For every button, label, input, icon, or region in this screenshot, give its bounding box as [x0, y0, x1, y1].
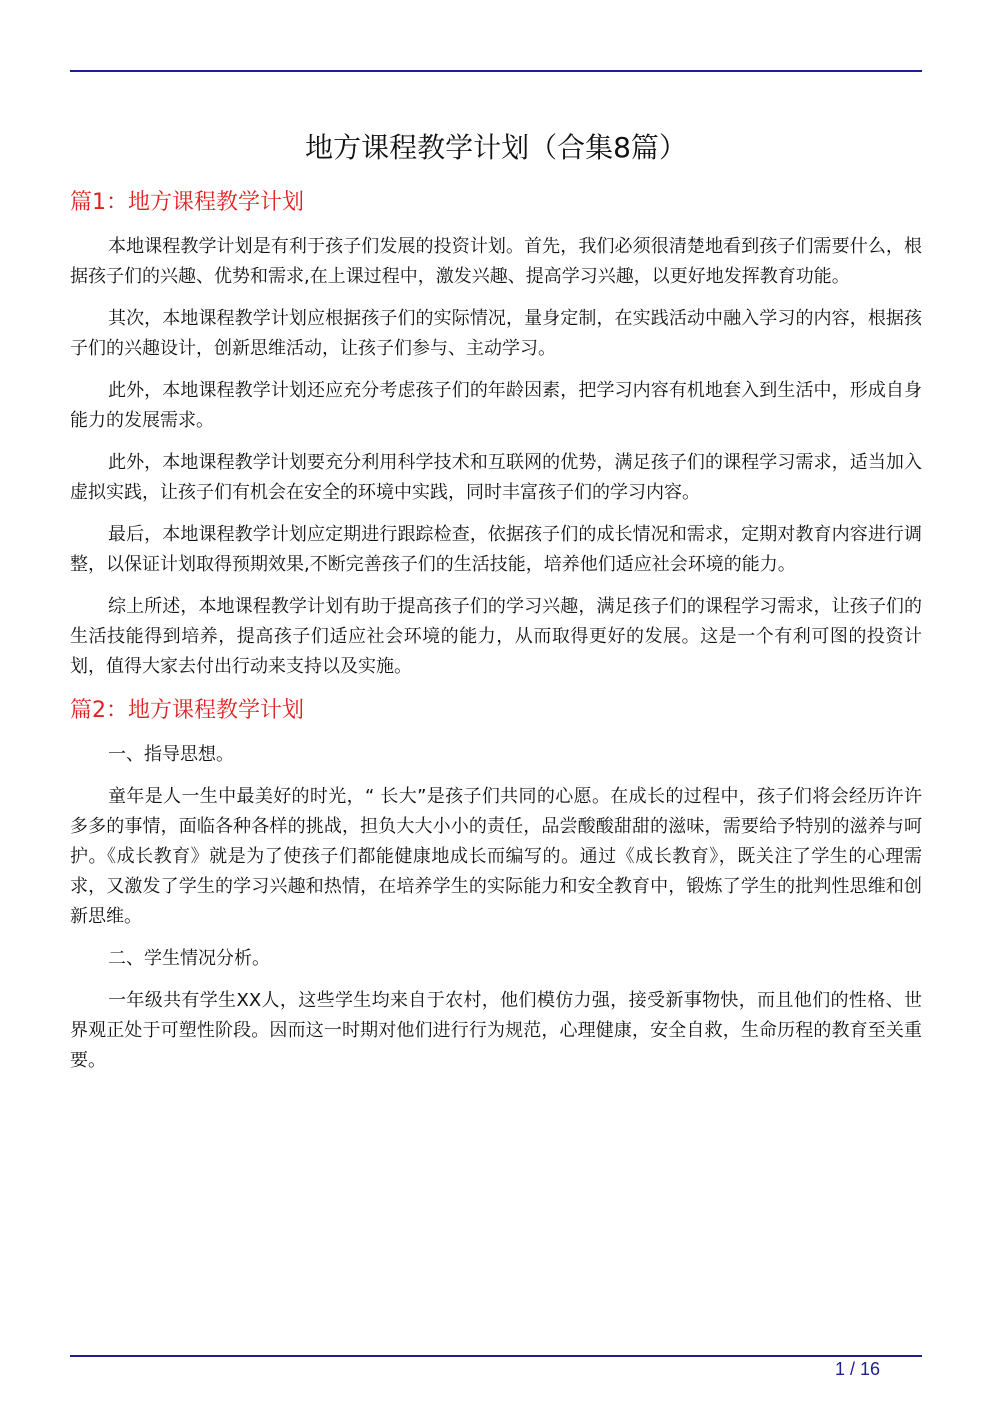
page-indicator: 1 / 16 [834, 1359, 880, 1379]
section-heading: 篇1：地方课程教学计划 [70, 190, 304, 215]
paragraph: 此外，本地课程教学计划要充分利用科学技术和互联网的优势，满足孩子们的课程学习需求，适当加入虚拟实践，让孩子们有机会在安全的环境中实践，同时丰富孩子们的学习内容。 [70, 452, 922, 503]
section-2 [70, 694, 922, 1076]
paragraph: 本地课程教学计划是有利于孩子们发展的投资计划。首先，我们必须很清楚地看到孩子们需要什么，根据孩子们的兴趣、优势和需求,在上课过程中，激发兴趣、提高学习兴趣，以更好地发挥教育功能。 [70, 236, 922, 287]
paragraph: 此外，本地课程教学计划还应充分考虑孩子们的年龄因素，把学习内容有机地套入到生活中，形成自身能力的发展需求。 [70, 380, 922, 431]
document-title: 地方课程教学计划（合集8篇） [305, 131, 687, 164]
paragraph: 二、学生情况分析。 [108, 948, 270, 969]
header-rule [70, 70, 922, 72]
paragraph: 一、指导思想。 [108, 744, 234, 765]
paragraph: 最后，本地课程教学计划应定期进行跟踪检查，依据孩子们的成长情况和需求，定期对教育内容进行调整，以保证计划取得预期效果,不断完善孩子们的生活技能，培养他们适应社会环境的能力。 [70, 524, 922, 575]
document-body [70, 186, 922, 1088]
paragraph: 综上所述，本地课程教学计划有助于提高孩子们的学习兴趣，满足孩子们的课程学习需求，让孩子们的生活技能得到培养，提高孩子们适应社会环境的能力，从而取得更好的发展。这是一个有利可图的投资计划，值得大家去付出行动来支持以及实施。 [70, 596, 922, 677]
paragraph: 童年是人一生中最美好的时光，“ 长大”是孩子们共同的心愿。在成长的过程中，孩子们将会经历许许多多的事情，面临各种各样的挑战，担负大大小小的责任，品尝酸酸甜甜的滋味，需要给予特别的滋养与呵护。《成长教育》就是为了使孩子们都能健康地成长而编写的。通过《成长教育》，既关注了学生的心理需求，又激发了学生的学习兴趣和热情，在培养学生的实际能力和安全教育中，锻炼了学生的批判性思维和创新思维。 [70, 786, 922, 927]
paragraph: 其次，本地课程教学计划应根据孩子们的实际情况，量身定制，在实践活动中融入学习的内容，根据孩子们的兴趣设计，创新思维活动，让孩子们参与、主动学习。 [70, 308, 922, 359]
section-1 [70, 186, 922, 682]
section-heading: 篇2：地方课程教学计划 [70, 698, 304, 723]
paragraph: 一年级共有学生XX人，这些学生均来自于农村，他们模仿力强，接受新事物快，而且他们的性格、世界观正处于可塑性阶段。因而这一时期对他们进行行为规范，心理健康，安全自救，生命历程的教育至关重要。 [70, 990, 922, 1071]
